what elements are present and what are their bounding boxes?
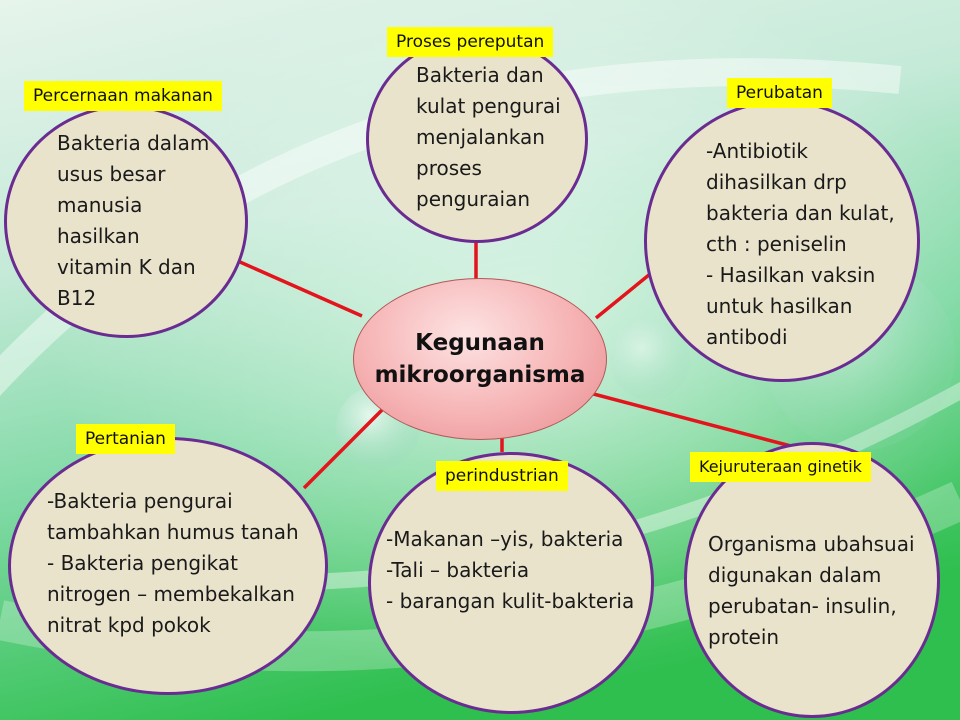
text-line: manusia [57,193,143,217]
text-line: -Bakteria pengurai [47,489,233,513]
text-pereputan [416,60,561,215]
text-line: tambahkan humus tanah [47,520,299,544]
text-perubatan [706,136,895,353]
text-line: Bakteria dan [416,63,544,87]
text-line: -Antibiotik [706,139,809,163]
tag-perubatan: Perubatan [727,78,832,108]
text-pertanian [47,486,299,641]
text-line: vitamin K dan [57,255,196,279]
text-perindustrian [386,524,634,617]
tag-kejuruteraan: Kejuruteraan ginetik [690,452,871,482]
text-line: hasilkan [57,224,140,248]
text-line: protein [708,625,780,649]
text-line: proses [416,156,482,180]
text-percernaan [57,128,209,314]
text-line: digunakan dalam [708,563,882,587]
text-line: untuk hasilkan [706,294,853,318]
text-line: B12 [57,286,97,310]
text-line: nitrat kpd pokok [47,613,211,637]
text-line: - Hasilkan vaksin [706,263,876,287]
tag-pereputan: Proses pereputan [387,27,553,57]
connector-perubatan [596,270,655,318]
connector-percernaan [240,262,362,316]
tag-perindustrian: perindustrian [436,461,568,491]
center-node [353,278,607,440]
text-line: dihasilkan drp [706,170,847,194]
tag-pertanian: Pertanian [76,424,175,454]
text-kejuruteraan [708,529,915,653]
text-line: menjalankan [416,125,545,149]
text-line: - barangan kulit-bakteria [386,589,635,613]
text-line: antibodi [706,325,788,349]
text-line: penguraian [416,187,531,211]
text-line: -Tali – bakteria [386,558,530,582]
text-line: cth : peniselin [706,232,847,256]
text-line: nitrogen – membekalkan [47,582,295,606]
text-line: - Bakteria pengikat [47,551,238,575]
center-title-line1: Kegunaan [415,330,545,356]
connector-kejuruteraan [586,392,806,450]
text-line: perubatan- insulin, [708,594,897,618]
text-line: Bakteria dalam [57,131,210,155]
connector-pertanian [304,404,388,488]
text-line: kulat pengurai [416,94,561,118]
tag-percernaan: Percernaan makanan [24,81,222,111]
text-line: -Makanan –yis, bakteria [386,527,624,551]
text-line: Organisma ubahsuai [708,532,915,556]
text-line: usus besar [57,162,166,186]
text-line: bakteria dan kulat, [706,201,895,225]
center-title-line2: mikroorganisma [374,362,586,388]
